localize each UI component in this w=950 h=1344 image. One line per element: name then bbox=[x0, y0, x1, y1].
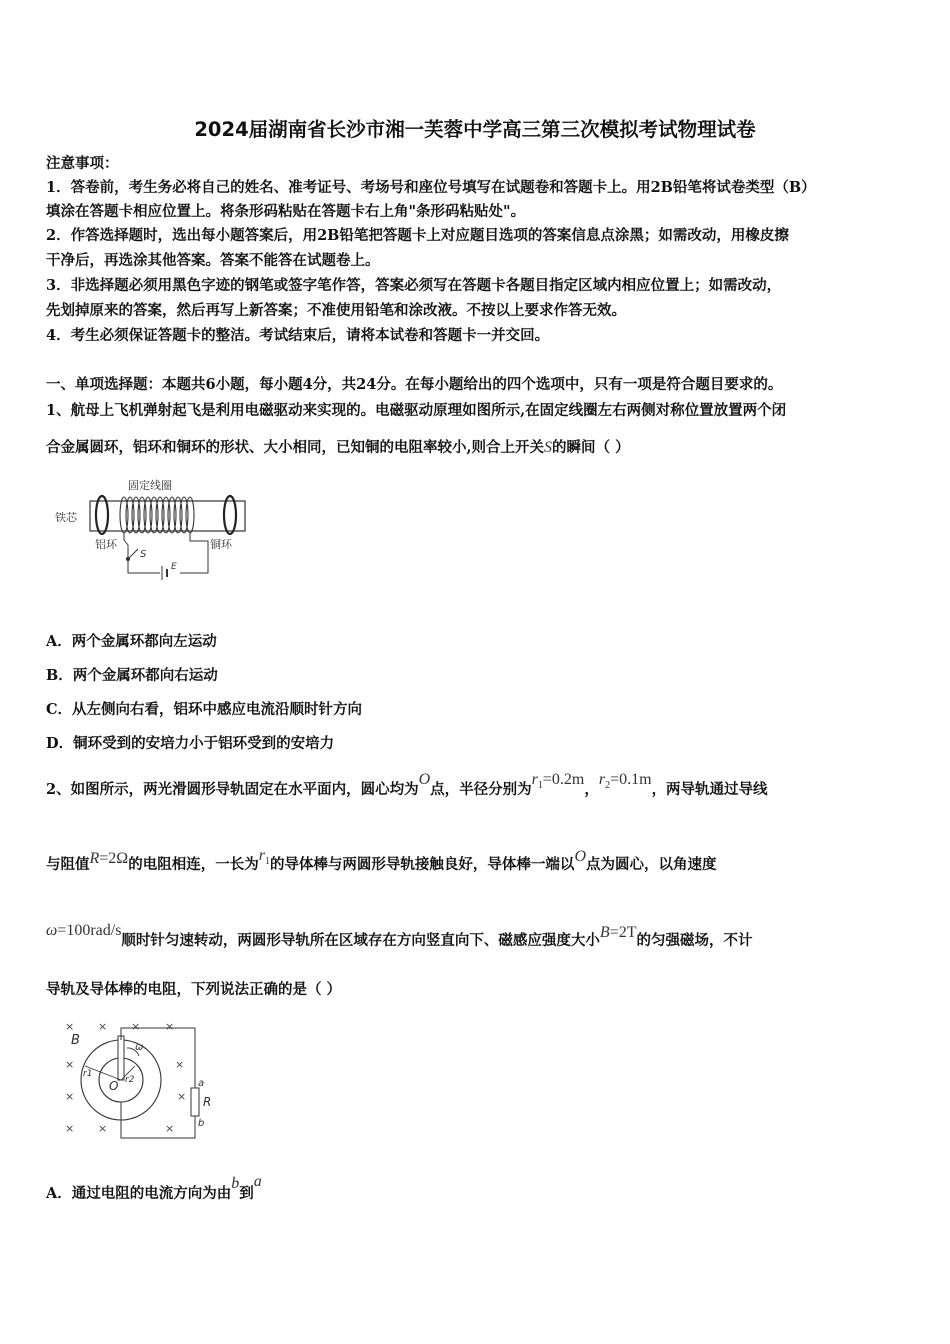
circuit-wires bbox=[124, 533, 208, 573]
q2-text-3a: 顺时针匀速转动，两圆形导轨所在区域存在方向竖直向下、磁感应强度大小 bbox=[121, 932, 600, 949]
center-o-label: O bbox=[109, 1079, 119, 1093]
terminal-a-label: a bbox=[198, 1078, 205, 1089]
svg-text:×: × bbox=[165, 1020, 175, 1033]
point-o: O bbox=[418, 771, 431, 788]
q2-figure bbox=[55, 1018, 215, 1148]
aluminum-ring bbox=[96, 496, 108, 534]
omega-value: =100rad/s bbox=[57, 922, 122, 939]
omega-fig-label: ω bbox=[135, 1042, 144, 1053]
q2-line-4: 导轨及导体棒的电阻，下列说法正确的是（ ） bbox=[46, 981, 342, 998]
battery-label: E bbox=[171, 562, 177, 572]
q2-comma: ， bbox=[584, 781, 599, 798]
r-symbol: R bbox=[89, 850, 100, 867]
q2-text-2b: 的电阻相连，一长为 bbox=[128, 856, 259, 873]
q2-line-3 bbox=[46, 921, 753, 961]
q2-line-2 bbox=[46, 845, 717, 891]
q2-line-1 bbox=[46, 768, 768, 818]
q2-option-a-mid: 到 bbox=[239, 1185, 254, 1202]
r1-subscript: 1 bbox=[537, 779, 543, 791]
svg-text:×: × bbox=[65, 1090, 75, 1103]
coil-label: 固定线圈 bbox=[128, 479, 172, 492]
notice-heading: 注意事项： bbox=[46, 155, 119, 172]
rod-length-symbol: r bbox=[258, 847, 265, 864]
q1-line-2 bbox=[46, 438, 630, 458]
switch-label: S bbox=[140, 549, 147, 560]
resistor bbox=[191, 1088, 199, 1116]
q1-line-1: 1、航母上飞机弹射起飞是利用电磁驱动来实现的。电磁驱动原理如图所示,在固定线圈左右两侧对称位置放置两个闭 bbox=[46, 402, 787, 419]
notice-line-4: 干净后，再选涂其他答案。答案不能答在试题卷上。 bbox=[46, 252, 380, 269]
notice-line-6: 先划掉原来的答案，然后再写上新答案；不准使用铅笔和涂改液。不按以上要求作答无效。 bbox=[46, 302, 626, 319]
svg-text:×: × bbox=[131, 1020, 141, 1033]
section-heading: 一、单项选择题：本题共6小题，每小题4分，共24分。在每小题给出的四个选项中，只有一项是符合题目要求的。 bbox=[46, 376, 783, 393]
r2-symbol: r bbox=[598, 771, 606, 788]
svg-text:×: × bbox=[98, 1122, 108, 1135]
q2-text-1b: 点，半径分别为 bbox=[430, 781, 532, 798]
center-o: O bbox=[574, 848, 586, 865]
q2-option-a bbox=[46, 1172, 262, 1216]
q2-text-1c: ，两导轨通过导线 bbox=[651, 781, 768, 798]
q2-text-1a: 2、如图所示，两光滑圆形导轨固定在水平面内，圆心均为 bbox=[46, 781, 419, 798]
notice-line-5: 3．非选择题必须用黑色字迹的钢笔或签字笔作答，答案必须写在答题卡各题目指定区域内相应位置上；如需改动， bbox=[46, 277, 782, 294]
r2-subscript: 2 bbox=[605, 779, 611, 791]
q1-option-d: D．铜环受到的安培力小于铝环受到的安培力 bbox=[46, 735, 335, 752]
notice-line-2: 填涂在答题卡相应位置上。将条形码粘贴在答题卡右上角"条形码粘贴处"。 bbox=[46, 203, 526, 220]
q1-option-b: B．两个金属环都向右运动 bbox=[46, 667, 218, 684]
r2-value: =0.1m bbox=[610, 771, 652, 788]
notice-line-1: 1．答卷前，考生务必将自己的姓名、准考证号、考场号和座位号填写在试题卷和答题卡上。用2B铅笔将试卷类型（B） bbox=[46, 179, 816, 196]
q1-figure bbox=[50, 475, 250, 585]
svg-text:×: × bbox=[98, 1020, 108, 1033]
resistor-label: R bbox=[203, 1095, 212, 1109]
svg-text:×: × bbox=[175, 1058, 185, 1071]
q2-text-2c: 的导体棒与两圆形导轨接触良好，导体棒一端以 bbox=[269, 856, 575, 873]
from-b: b bbox=[231, 1175, 240, 1192]
q1-line-2a: 合金属圆环，铝环和铜环的形状、大小相同，已知铜的电阻率较小,则合上开关 bbox=[46, 439, 545, 456]
field-b-label: B bbox=[71, 1033, 80, 1048]
rod-length-subscript: 1 bbox=[264, 855, 270, 867]
svg-text:×: × bbox=[65, 1058, 75, 1071]
r1-symbol: r bbox=[531, 771, 538, 788]
r-value: =2Ω bbox=[99, 850, 129, 867]
conducting-rod bbox=[118, 1036, 124, 1080]
fixed-coil bbox=[120, 497, 194, 533]
b-symbol: B bbox=[599, 924, 610, 941]
r1-fig-label: r1 bbox=[83, 1069, 93, 1079]
q2-text-3b: 的匀强磁场，不计 bbox=[636, 932, 753, 949]
omega-symbol: ω bbox=[46, 922, 58, 939]
q2-text-2d: 点为圆心，以角速度 bbox=[586, 856, 717, 873]
svg-text:×: × bbox=[65, 1122, 75, 1135]
r1-value: =0.2m bbox=[542, 771, 585, 788]
core-label: 铁芯 bbox=[55, 511, 77, 524]
notice-line-7: 4．考生必须保证答题卡的整洁。考试结束后，请将本试卷和答题卡一并交回。 bbox=[46, 327, 550, 344]
battery bbox=[162, 566, 167, 580]
terminal-b-label: b bbox=[198, 1118, 205, 1129]
to-a: a bbox=[253, 1173, 262, 1190]
switch-variable: S bbox=[544, 439, 553, 456]
svg-text:×: × bbox=[65, 1020, 75, 1033]
svg-text:×: × bbox=[165, 1122, 175, 1135]
q2-text-2a: 与阻值 bbox=[46, 856, 90, 873]
q2-option-a-text: A．通过电阻的电流方向为由 bbox=[46, 1185, 232, 1202]
al-label: 铝环 bbox=[95, 538, 117, 551]
page-title: 2024届湖南省长沙市湘一芙蓉中学高三第三次模拟考试物理试卷 bbox=[194, 118, 756, 141]
q1-option-c: C．从左侧向右看，铝环中感应电流沿顺时针方向 bbox=[46, 701, 363, 718]
r2-fig-label: r2 bbox=[125, 1075, 135, 1085]
cu-label: 铜环 bbox=[210, 538, 232, 551]
b-value: =2T bbox=[609, 924, 637, 941]
q1-option-a: A．两个金属环都向左运动 bbox=[46, 633, 217, 650]
notice-line-3: 2．作答选择题时，选出每小题答案后，用2B铅笔把答题卡上对应题目选项的答案信息点涂黑；如需改动，用橡皮擦 bbox=[46, 227, 789, 244]
q1-line-2b: 的瞬间（ ） bbox=[552, 439, 630, 456]
copper-ring bbox=[224, 496, 236, 534]
svg-text:×: × bbox=[177, 1090, 187, 1103]
